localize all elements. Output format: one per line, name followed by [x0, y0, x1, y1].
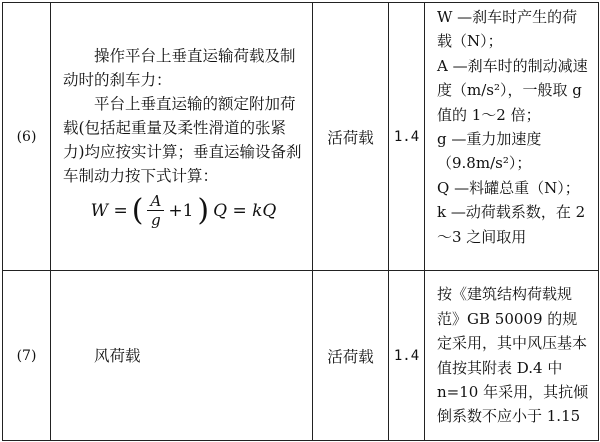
item-text: 风荷载: [94, 346, 141, 365]
note-line: 按《建筑结构荷载规范》GB 50009 的规定采用，其中风压基本值按其附表 D.4 中 n=10 年采用，其抗倾倒系数不应小于 1.15: [437, 285, 589, 426]
table-row: [3, 271, 599, 441]
load-item: [51, 3, 313, 271]
table-row: [3, 3, 599, 271]
load-item: [51, 271, 313, 441]
formula-numerator: A: [147, 192, 164, 211]
note-line: k —动荷载系数，在 2～3 之间取用: [437, 203, 586, 246]
note-line: A —刹车时的制动减速度（m/s²），一般取 g 值的 1～2 倍；: [437, 56, 588, 124]
formula-paren-close: ): [197, 192, 210, 228]
note-line: g —重力加速度（9.8m/s²）；: [437, 130, 542, 173]
brake-force-formula: [63, 192, 304, 229]
note-line: Q —料罐总重（N）；: [437, 178, 580, 197]
row-number: (6): [3, 3, 51, 271]
load-type: 活荷载: [313, 3, 389, 271]
load-coefficient: 1.4: [389, 271, 425, 441]
formula-plus-one: +1: [168, 200, 194, 221]
load-type: 活荷载: [313, 271, 389, 441]
load-table: [2, 2, 599, 441]
item-text: 平台上垂直运输的额定附加荷载(包括起重量及柔性滑道的张紧力)均应按实计算；垂直运输设备刹车制动力按下式计算：: [63, 95, 302, 185]
formula-lhs: W =: [90, 200, 128, 221]
formula-denominator: g: [151, 211, 161, 229]
notes-cell: [425, 271, 599, 441]
formula-rhs: Q = kQ: [213, 200, 277, 221]
item-text: 操作平台上垂直运输荷载及制动时的刹车力：: [63, 47, 296, 89]
formula-fraction: [147, 192, 164, 229]
notes-cell: [425, 3, 599, 271]
formula-paren-open: (: [131, 192, 144, 228]
note-line: W —刹车时产生的荷载（N）；: [437, 8, 578, 51]
row-number: (7): [3, 271, 51, 441]
load-coefficient: 1.4: [389, 3, 425, 271]
